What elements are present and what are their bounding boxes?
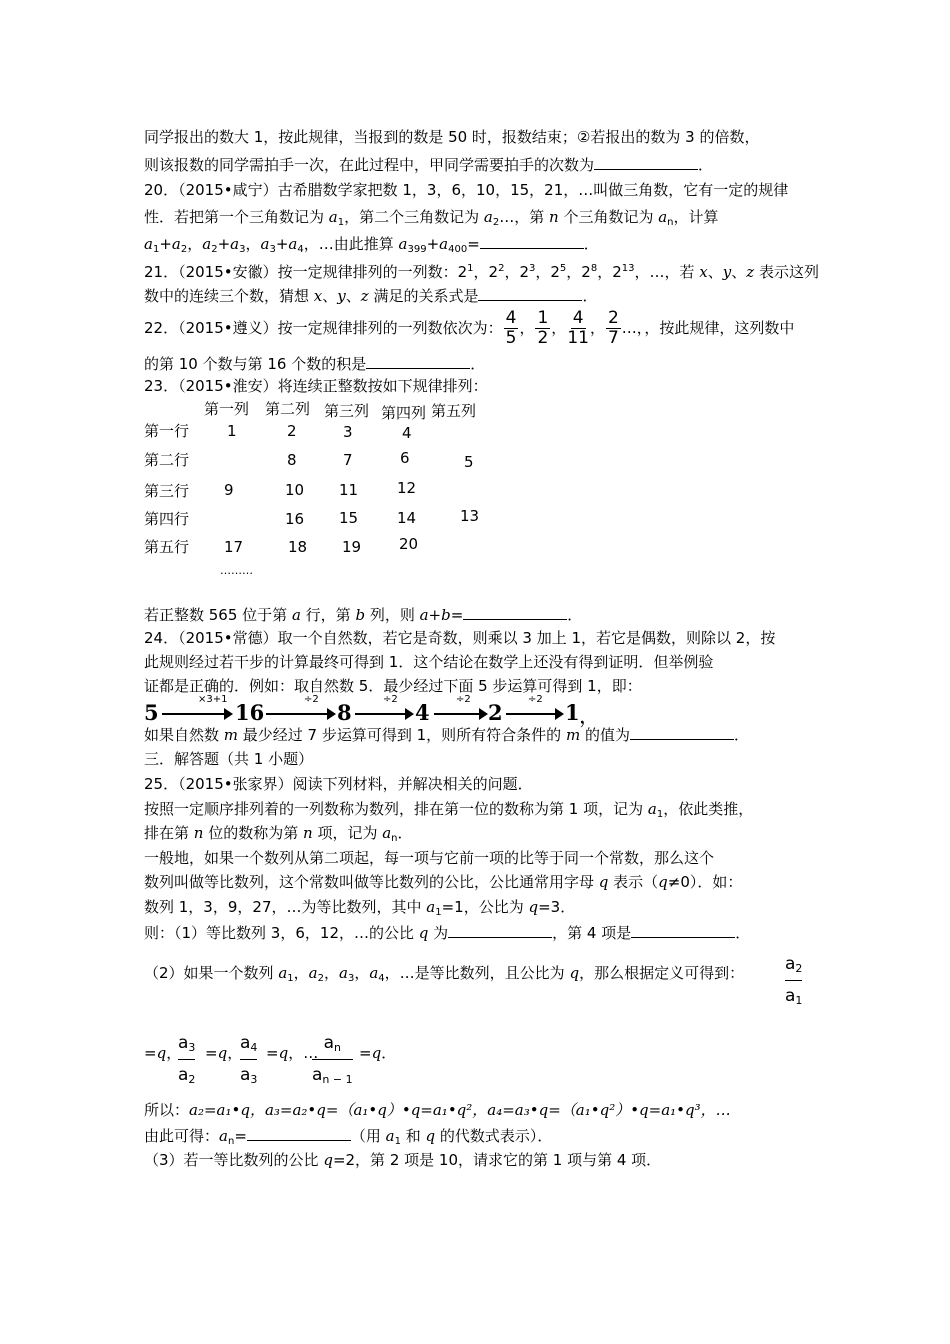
table-cell: 8 <box>287 451 297 469</box>
chain-arrow <box>162 713 225 715</box>
table-cell: 13 <box>460 507 480 525</box>
answer-blank-q25-general[interactable] <box>247 1124 351 1141</box>
chain-operation-label: ×3+1 <box>198 694 228 705</box>
section-heading-3: 三．解答题（共 1 小题） <box>144 750 314 768</box>
fraction-a3-a2: $a_3$ $a_2$ <box>178 1033 196 1086</box>
table-row-header: 第五行 <box>144 538 190 556</box>
q24-text-line3: 证都是正确的．例如：取自然数 5．最少经过下面 5 步运算可得到 1，即： <box>144 677 642 695</box>
table-column-header: 第四列 <box>381 404 427 422</box>
answer-blank-q25-term4[interactable] <box>631 921 735 938</box>
q23-title: 23．（2015•淮安）将连续正整数按如下规律排列： <box>144 377 488 395</box>
q25-ratio-eq3: =q，… <box>266 1044 319 1062</box>
q25-ratio-line: =q， <box>144 1044 182 1062</box>
q25-title: 25．（2015•张家界）阅读下列材料，并解决相关的问题． <box>144 775 533 793</box>
answer-blank-q25-ratio[interactable] <box>448 921 552 938</box>
table-cell: 19 <box>342 538 362 556</box>
chain-number: 5 <box>144 700 159 725</box>
table-cell: 16 <box>285 510 305 528</box>
table-cell: 12 <box>397 479 417 497</box>
q25-text-line4: 数列叫做等比数列，这个常数叫做等比数列的公比，公比通常用字母 q 表示（q≠0）．如： <box>144 873 743 891</box>
q25-part3: （3）若一等比数列的公比 q=2，第 2 项是 10，请求它的第 1 项与第 4 项． <box>144 1151 662 1169</box>
chain-arrowhead <box>327 708 336 720</box>
answer-blank-q19[interactable] <box>594 153 698 170</box>
table-cell: 6 <box>400 449 410 467</box>
fraction-an-an1: $a_n$ $a_{n - 1}$ <box>312 1033 353 1086</box>
answer-blank-q23[interactable] <box>463 603 567 620</box>
q19-text-line2: 则该报数的同学需拍手一次，在此过程中，甲同学需要拍手的次数为 ． <box>144 153 713 176</box>
table-column-header: 第二列 <box>265 400 311 418</box>
fraction-4-11: $\frac{4}{11}$ <box>567 308 589 348</box>
chain-operation-label: ÷2 <box>304 694 319 705</box>
table-cell: 17 <box>224 538 244 556</box>
q25-text-line3: 一般地，如果一个数列从第二项起，每一项与它前一项的比等于同一个常数，那么这个 <box>144 849 715 867</box>
chain-operation-label: ÷2 <box>528 694 543 705</box>
chain-arrow <box>266 713 328 715</box>
answer-blank-q22[interactable] <box>366 352 470 369</box>
q20-text-line3: $a_1+a_2$，$a_2+a_3$，$a_3+a_4$，…由此推算 $a_{399}+a_{400}=$ ． <box>144 232 599 261</box>
table-cell: 7 <box>343 451 353 469</box>
q24-text-line2: 此规则经过若干步的计算最终可得到 1．这个结论在数学上还没有得到证明．但举例验 <box>144 653 714 671</box>
chain-arrowhead <box>479 708 488 720</box>
q25-text-line1: 按照一定顺序排列着的一列数称为数列，排在第一位的数称为第 1 项，记为 $a_1$，依此类推， <box>144 800 754 820</box>
q25-ratio-eq4: =q． <box>359 1044 397 1062</box>
q20-title: 20．（2015•咸宁）古希腊数学家把数 1，3，6，10，15，21，…叫做三角数，它有一定的规律 <box>144 181 789 199</box>
table-column-header: 第五列 <box>431 402 477 420</box>
table-column-header: 第一列 <box>204 400 250 418</box>
q25-text-line5: 数列 1，3，9，27，…为等比数列，其中 $a_1=1$，公比为 q=3． <box>144 898 576 918</box>
table-cell: 10 <box>285 481 305 499</box>
table-cell: 18 <box>288 538 308 556</box>
chain-end-comma: ， <box>579 704 600 728</box>
fraction-2-7: $\frac{2}{7}$ <box>607 308 619 348</box>
table-cell: 11 <box>339 481 359 499</box>
q25-general-term: 由此可得：$a_n=$ （用 $a_1$ 和 q 的代数式表示）． <box>144 1124 552 1153</box>
table-row-header: 第四行 <box>144 510 190 528</box>
table-cell: 1 <box>227 422 237 440</box>
chain-number: 1 <box>565 700 580 725</box>
q24-text-line1: 24．（2015•常德）取一个自然数，若它是奇数，则乘以 3 加上 1，若它是偶数，则除以 2，按 <box>144 629 776 647</box>
fraction-4-5: $\frac{4}{5}$ <box>505 308 517 348</box>
q21-text-line1: 21．（2015•安徽）按一定规律排列的一列数：$2^1$，$2^2$，$2^3$，$2^5$，$2^8$，$2^{13}$，…，若 x、y、z 表示这列 <box>144 263 819 281</box>
chain-arrowhead <box>555 708 564 720</box>
table-cell: 15 <box>339 509 359 527</box>
table-cell: 4 <box>402 424 412 442</box>
q20-text-line2: 性．若把第一个三角数记为 $a_1$，第二个三角数记为 $a_2\dots$，第 n 个三角数记为 $a_n$，计算 <box>144 208 719 228</box>
table-row-header: 第二行 <box>144 451 190 469</box>
table-cell: 14 <box>397 509 417 527</box>
chain-operation-label: ÷2 <box>383 694 398 705</box>
chain-arrowhead <box>405 708 414 720</box>
fraction-a2-a1: $a_2$ $a_1$ <box>785 954 803 1007</box>
chain-arrowhead <box>224 708 233 720</box>
q19-text-line1: 同学报出的数大 1，按此规律，当报到的数是 50 时，报数结束；②若报出的数为 3 的倍数， <box>144 128 760 146</box>
chain-operation-label: ÷2 <box>456 694 471 705</box>
chain-arrow <box>355 713 406 715</box>
table-cell: 20 <box>399 535 419 553</box>
fraction-a4-a3: $a_4$ $a_3$ <box>240 1033 258 1086</box>
q25-derivation: 所以：a₂=a₁•q，a₃=a₂•q=（a₁•q）•q=a₁•q²，a₄=a₃•q=（a₁•q²）•q=a₁•q³，… <box>144 1101 731 1119</box>
table-cell: 3 <box>343 423 353 441</box>
q25-part1: 则：（1）等比数列 3，6，12，…的公比 q 为 ，第 4 项是 ． <box>144 921 750 944</box>
table-cell: 5 <box>464 453 474 471</box>
chain-arrow <box>506 713 556 715</box>
table-cell: 2 <box>287 422 297 440</box>
chain-number: 8 <box>337 700 352 725</box>
chain-arrow <box>434 713 480 715</box>
fraction-1-2: $\frac{1}{2}$ <box>537 308 549 348</box>
chain-number: 4 <box>415 700 430 725</box>
answer-blank-q20[interactable] <box>480 232 584 249</box>
chain-number: 16 <box>235 700 265 725</box>
table-cell: 9 <box>224 481 234 499</box>
table-row-header: 第三行 <box>144 482 190 500</box>
q25-text-line2: 排在第 n 位的数称为第 n 项，记为 $a_n$． <box>144 824 413 844</box>
q22-text-line1: 22．（2015•遵义）按一定规律排列的一列数依次为： $\frac{4}{5}$ ， $\frac{1}{2}$ ， $\frac{4}{11}$ ， $\frac{2}{7}$ …，，按此规律，这列数中 <box>144 308 795 348</box>
q21-text-line2: 数中的连续三个数，猜想 x、y、z 满足的关系式是 ． <box>144 284 597 307</box>
number-arrangement-table <box>144 398 504 584</box>
q24-question: 如果自然数 m 最少经过 7 步运算可得到 1，则所有符合条件的 m 的值为 ． <box>144 723 749 746</box>
chain-number: 2 <box>488 700 503 725</box>
q25-ratio-eq2: =q， <box>205 1044 243 1062</box>
answer-blank-q21[interactable] <box>478 284 582 301</box>
q22-text-line2: 的第 10 个数与第 16 个数的积是 ． <box>144 352 485 375</box>
table-column-header: 第三列 <box>324 402 370 420</box>
table-ellipsis: ……… <box>220 564 253 577</box>
table-row-header: 第一行 <box>144 422 190 440</box>
q23-question: 若正整数 565 位于第 a 行，第 b 列，则 a+b= ． <box>144 603 582 626</box>
q25-part2: （2）如果一个数列 $a_1$，$a_2$，$a_3$，$a_4$，…是等比数列，且公比为 q，那么根据定义可得到： <box>144 964 745 984</box>
answer-blank-q24[interactable] <box>630 723 734 740</box>
